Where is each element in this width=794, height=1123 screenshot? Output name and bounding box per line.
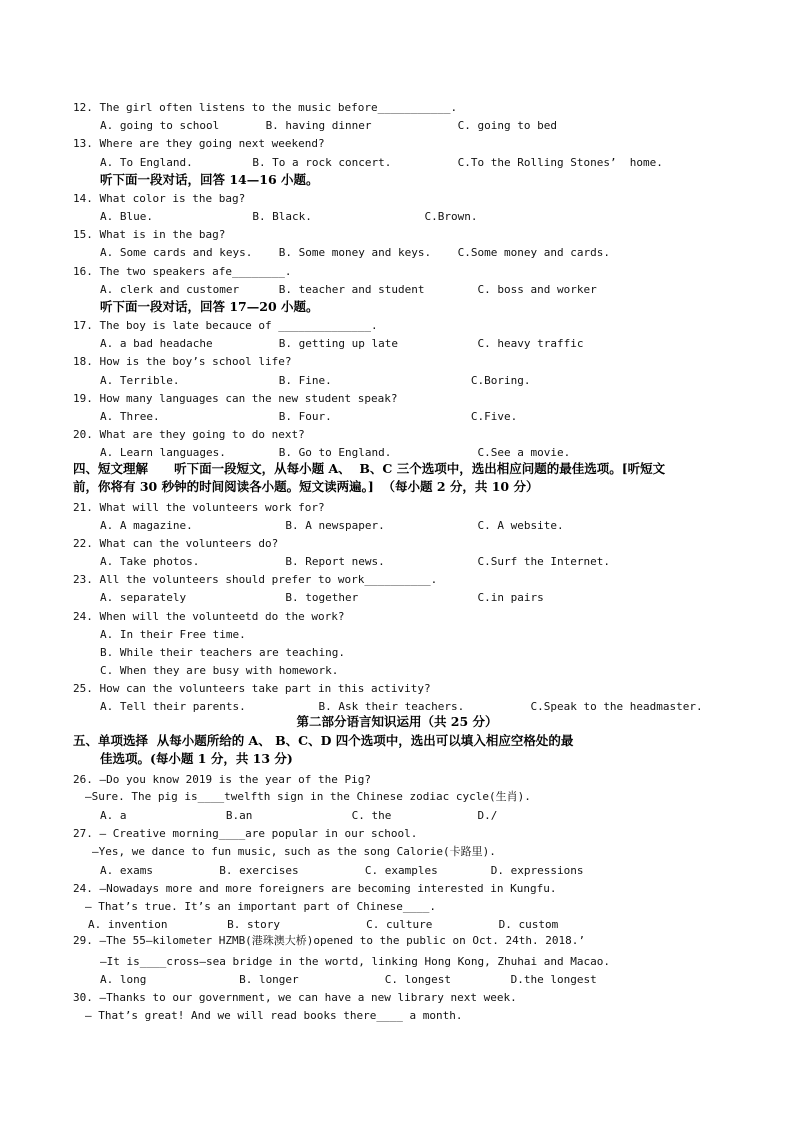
- question-26-reply: —Sure. The pig is____twelfth sign in the Chinese zodiac cycle(生肖).: [85, 790, 531, 803]
- options-14: A. Blue. B. Black. C.Brown.: [100, 210, 478, 223]
- heading-section-5-line-2: 佳选项。(每小题 1 分，共 13 分): [100, 751, 293, 766]
- question-18: 18. How is the boy’s school life?: [73, 355, 292, 368]
- options-29: A. long B. longer C. longest D.the longest: [100, 973, 597, 986]
- question-17: 17. The boy is late becauce of ______________.: [73, 319, 378, 332]
- question-19: 19. How many languages can the new student speak?: [73, 392, 398, 405]
- heading-section-5-line-1: 五、单项选择 从每小题所给的 A、 B、C、D 四个选项中，选出可以填入相应空格处的最: [73, 733, 574, 748]
- options-12: A. going to school B. having dinner C. going to bed: [100, 119, 557, 132]
- options-27: A. exams B. exercises C. examples D. expressions: [100, 864, 584, 877]
- options-26: A. a B.an C. the D./: [100, 809, 498, 822]
- question-14: 14. What color is the bag?: [73, 192, 246, 205]
- question-25: 25. How can the volunteers take part in this activity?: [73, 682, 431, 695]
- question-24: 24. When will the volunteetd do the work?: [73, 610, 345, 623]
- question-28: 24. —Nowadays more and more foreigners are becoming interested in Kungfu.: [73, 882, 557, 895]
- options-16: A. clerk and customer B. teacher and student C. boss and worker: [100, 283, 597, 296]
- question-23: 23. All the volunteers should prefer to work__________.: [73, 573, 438, 586]
- option-24-c: C. When they are busy with homework.: [100, 664, 339, 677]
- option-24-a: A. In their Free time.: [100, 628, 246, 641]
- options-18: A. Terrible. B. Fine. C.Boring.: [100, 374, 531, 387]
- options-28: A. invention B. story C. culture D. custom: [88, 918, 559, 931]
- question-29-reply: —It is____cross—sea bridge in the wortd, linking Hong Kong, Zhuhai and Macao.: [100, 955, 610, 968]
- question-26: 26. —Do you know 2019 is the year of the Pig?: [73, 773, 372, 786]
- question-15: 15. What is in the bag?: [73, 228, 226, 241]
- options-23: A. separately B. together C.in pairs: [100, 591, 544, 604]
- question-22: 22. What can the volunteers do?: [73, 537, 279, 550]
- question-13: 13. Where are they going next weekend?: [73, 137, 325, 150]
- question-20: 20. What are they going to do next?: [73, 428, 305, 441]
- heading-part-14-16: 听下面一段对话，回答 14—16 小题。: [100, 172, 319, 187]
- options-22: A. Take photos. B. Report news. C.Surf the Internet.: [100, 555, 610, 568]
- heading-section-4-line-1: 四、短文理解 听下面一段短文，从每小题 A、 B、C 三个选项中，选出相应问题的最佳选项。[听短文: [73, 461, 666, 476]
- heading-part-17-20: 听下面一段对话，回答 17—20 小题。: [100, 299, 319, 314]
- options-13: A. To England. B. To a rock concert. C.To the Rolling Stones’ home.: [100, 156, 663, 169]
- question-28-reply: — That’s true. It’s an important part of Chinese____.: [85, 900, 436, 913]
- options-17: A. a bad headache B. getting up late C. heavy traffic: [100, 337, 584, 350]
- option-24-b: B. While their teachers are teaching.: [100, 646, 346, 659]
- part-2-title: 第二部分语言知识运用（共 25 分）: [296, 714, 498, 729]
- question-30: 30. —Thanks to our government, we can have a new library next week.: [73, 991, 517, 1004]
- options-21: A. A magazine. B. A newspaper. C. A website.: [100, 519, 564, 532]
- question-16: 16. The two speakers afe________.: [73, 265, 292, 278]
- question-29: 29. —The 55—kilometer HZMB(港珠澳大桥)opened to the public on Oct. 24th. 2018.’: [73, 934, 585, 947]
- question-30-reply: — That’s great! And we will read books there____ a month.: [85, 1009, 463, 1022]
- question-27: 27. — Creative morning____are popular in our school.: [73, 827, 418, 840]
- options-25: A. Tell their parents. B. Ask their teachers. C.Speak to the headmaster.: [100, 700, 703, 713]
- options-20: A. Learn languages. B. Go to England. C.See a movie.: [100, 446, 571, 459]
- options-19: A. Three. B. Four. C.Five.: [100, 410, 518, 423]
- heading-section-4-line-2: 前，你将有 30 秒钟的时间阅读各小题。短文读两遍。] （每小题 2 分，共 10 分）: [73, 479, 539, 494]
- question-21: 21. What will the volunteers work for?: [73, 501, 325, 514]
- question-27-reply: —Yes, we dance to fun music, such as the song Calorie(卡路里).: [92, 845, 496, 858]
- options-15: A. Some cards and keys. B. Some money and keys. C.Some money and cards.: [100, 246, 610, 259]
- question-12: 12. The girl often listens to the music before___________.: [73, 101, 458, 114]
